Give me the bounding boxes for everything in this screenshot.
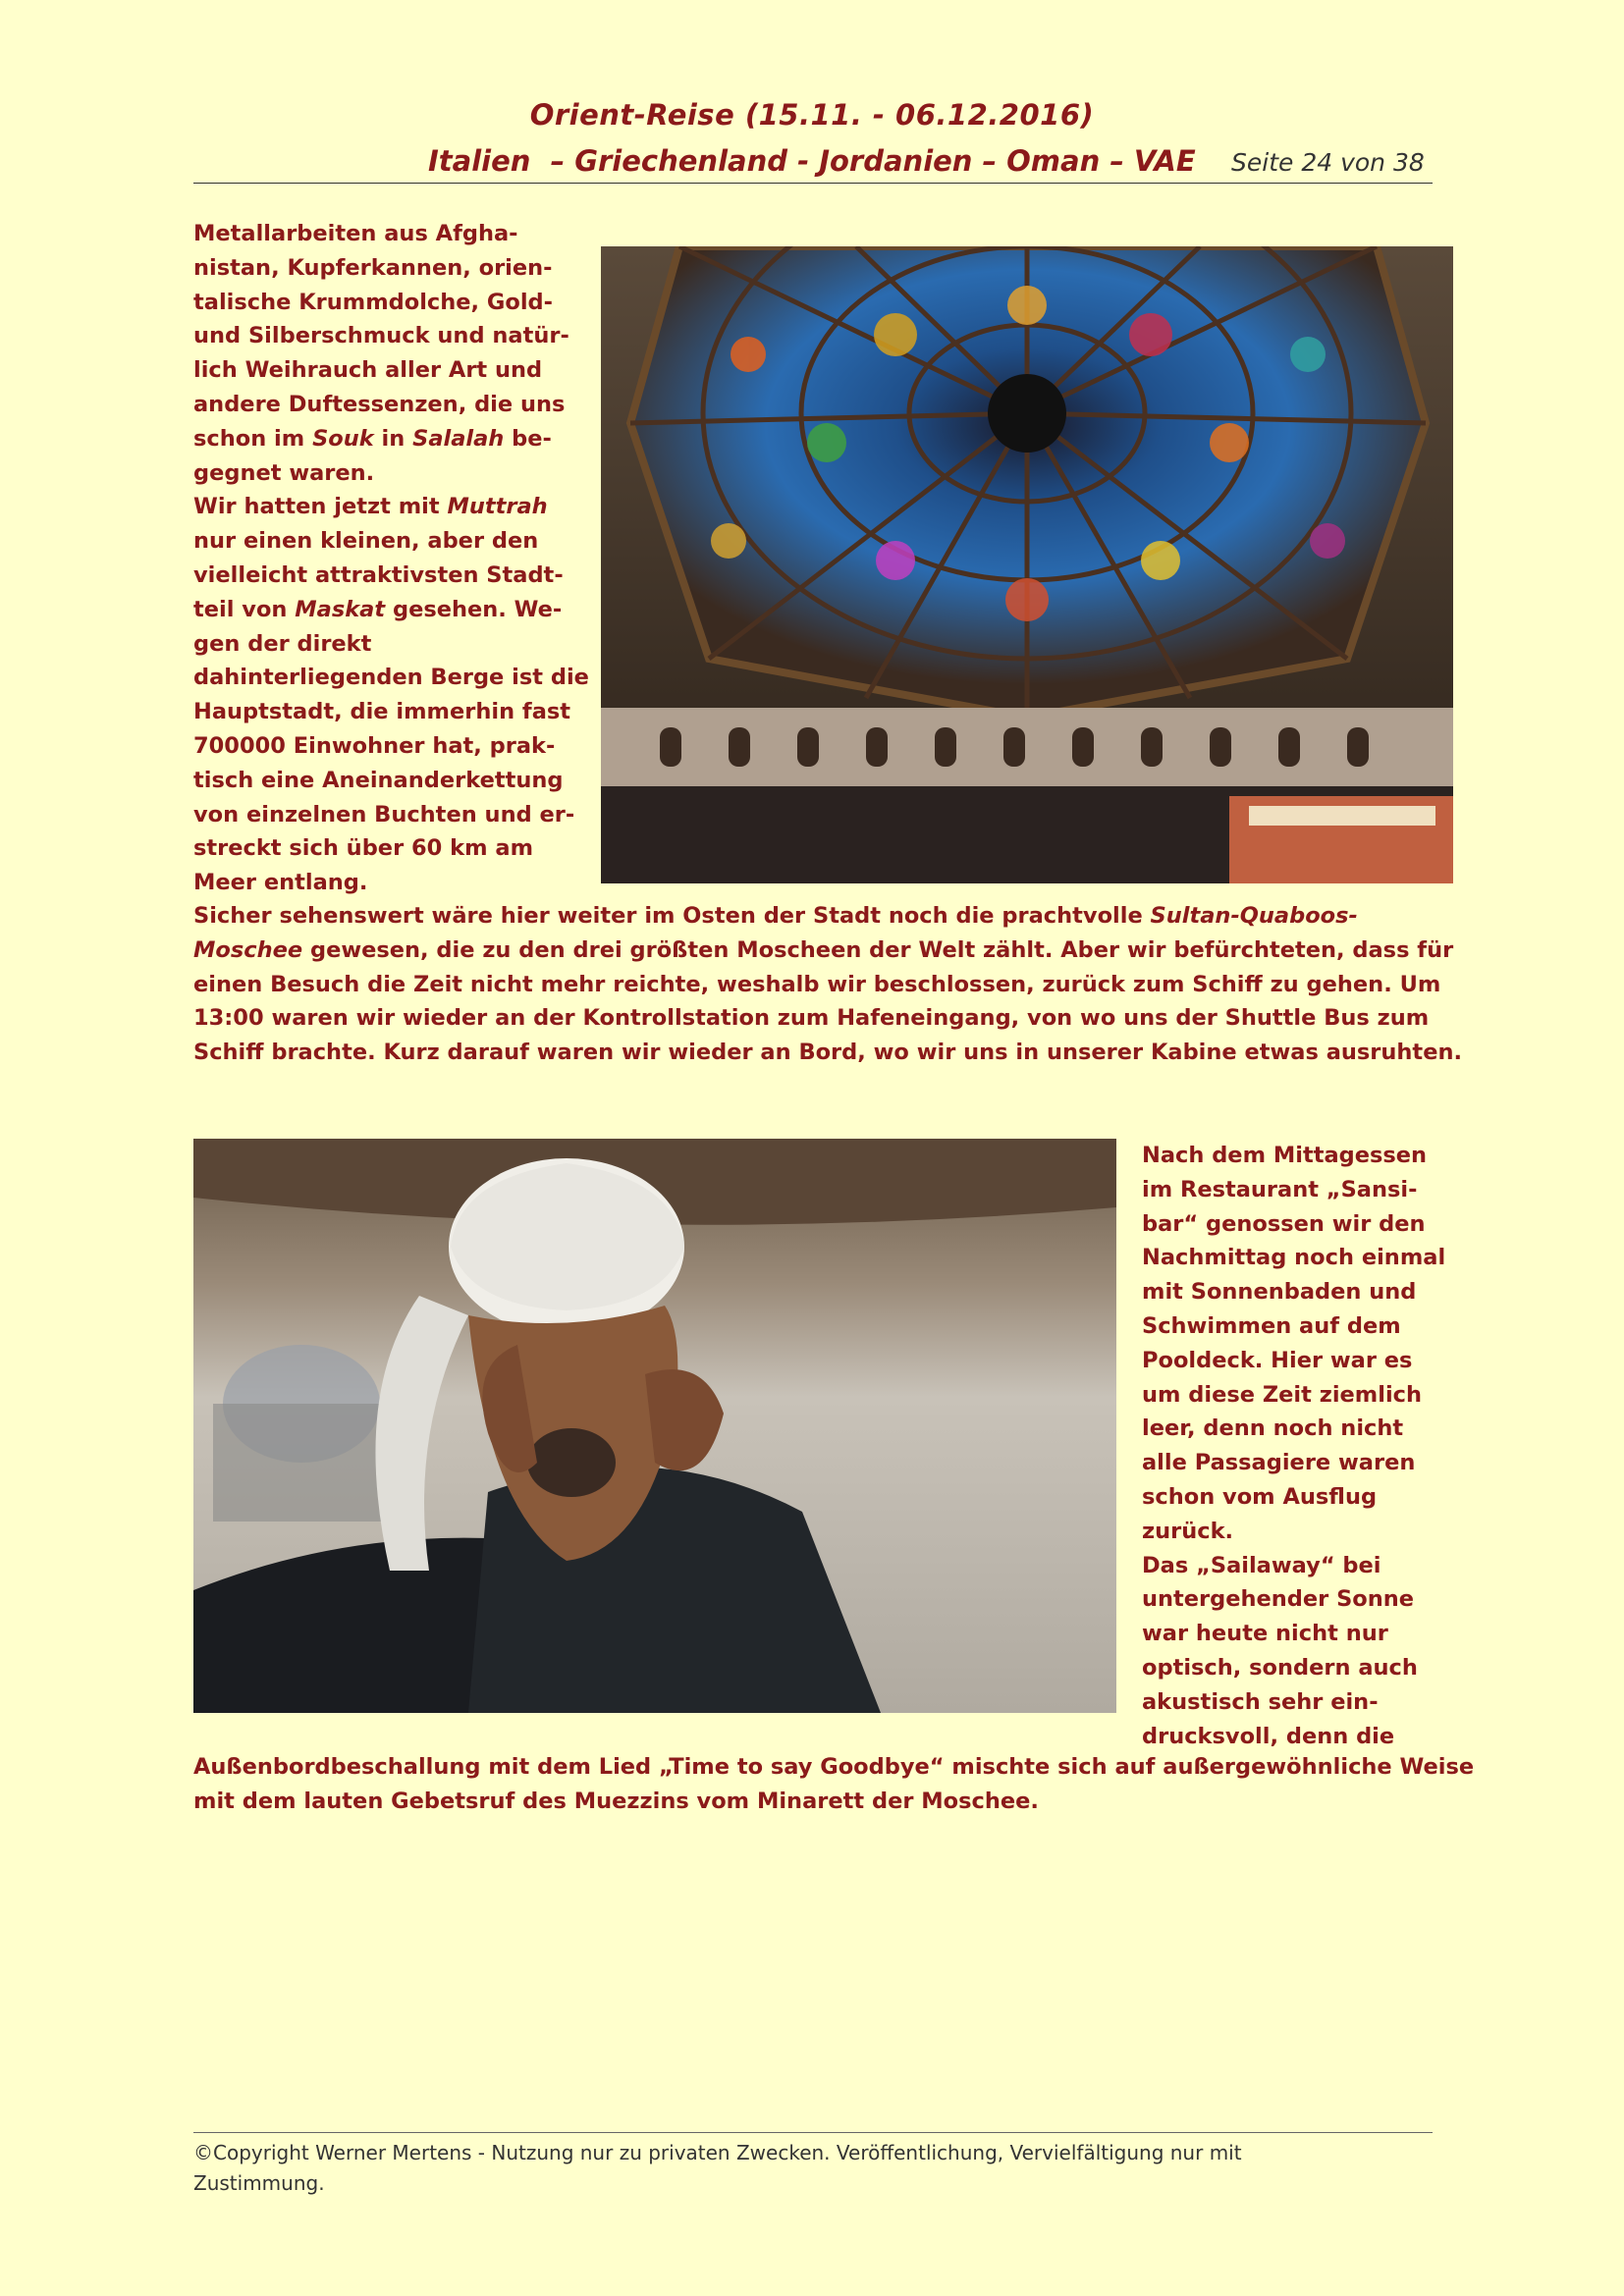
text-line: zurück.: [1142, 1518, 1234, 1544]
text-line: untergehender Sonne: [1142, 1586, 1415, 1613]
text-line: war heute nicht nur: [1142, 1621, 1388, 1647]
text-line: Schiff brachte. Kurz darauf waren wir wieder an Bord, wo wir uns in unserer Kabine etwas ausruhten.: [193, 1040, 1463, 1066]
text-line: Metallarbeiten aus Afgha-: [193, 221, 518, 246]
text-line: Pooldeck. Hier war es: [1142, 1347, 1413, 1373]
text-line: um diese Zeit ziemlich: [1142, 1381, 1423, 1408]
text-line: und Silberschmuck und natür-: [193, 323, 569, 349]
text-line: streckt sich über 60 km am: [193, 835, 534, 862]
place-souk: Souk: [312, 425, 374, 452]
footer-rule: [193, 2132, 1433, 2133]
text-block-3: [1142, 1139, 1445, 1753]
text-line: teil von Maskat gesehen. We-: [193, 596, 563, 622]
text-line: dahinterliegenden Berge ist die: [193, 665, 589, 691]
text-line: Sicher sehenswert wäre hier weiter im Osten der Stadt noch die prachtvolle Sultan-Quaboos-: [193, 903, 1358, 929]
text-line: optisch, sondern auch: [1142, 1654, 1418, 1681]
page-number: Seite 24 von 38: [1231, 148, 1425, 177]
text-line: vielleicht attraktivsten Stadt-: [193, 561, 564, 588]
text-line: Wir hatten jetzt mit Muttrah: [193, 494, 548, 520]
place-maskat: Maskat: [295, 596, 386, 622]
text-line: Meer entlang.: [193, 870, 368, 896]
text-line: drucksvoll, denn die: [1142, 1723, 1395, 1749]
muezzin-photo: [193, 1139, 1116, 1713]
text-line: Moschee gewesen, die zu den drei größten Moscheen der Welt zählt. Aber wir befürchteten, dass für: [193, 936, 1454, 963]
text-line: andere Duftessenzen, die uns: [193, 391, 566, 417]
text-line: alle Passagiere waren: [1142, 1450, 1416, 1476]
footer-line: Zustimmung.: [193, 2171, 325, 2195]
text-line: tisch eine Aneinanderkettung: [193, 767, 564, 793]
text-line: schon im Souk in Salalah be-: [193, 425, 552, 452]
text-line: mit Sonnenbaden und: [1142, 1279, 1417, 1306]
text-line: Nachmittag noch einmal: [1142, 1245, 1446, 1271]
text-line: schon vom Ausflug: [1142, 1483, 1378, 1510]
text-line: akustisch sehr ein-: [1142, 1688, 1379, 1715]
text-line: bar“ genossen wir den: [1142, 1210, 1426, 1237]
text-block-4: [193, 1750, 1474, 1819]
text-line: Das „Sailaway“ bei: [1142, 1552, 1381, 1578]
text-line: Nach dem Mittagessen: [1142, 1143, 1428, 1168]
place-salalah: Salalah: [412, 425, 505, 452]
text-line: leer, denn noch nicht: [1142, 1415, 1404, 1442]
text-block-1: [193, 217, 589, 900]
mosque-name: Sultan-Quaboos-: [1150, 903, 1358, 929]
text-line: 13:00 waren wir wieder an der Kontrollstation zum Hafeneingang, von wo uns der Shuttle Bus zum: [193, 1005, 1430, 1032]
text-line: von einzelnen Buchten und er-: [193, 801, 575, 828]
text-line: gegnet waren.: [193, 459, 375, 486]
text-line: Hauptstadt, die immerhin fast: [193, 699, 571, 725]
text-line: nistan, Kupferkannen, orien-: [193, 254, 553, 281]
text-line: mit dem lauten Gebetsruf des Muezzins vom Minarett der Moschee.: [193, 1788, 1039, 1814]
text-block-2: [193, 899, 1462, 1070]
page-title: Orient-Reise (15.11. - 06.12.2016): [529, 98, 1095, 132]
text-line: gen der direkt: [193, 630, 372, 657]
text-line: einen Besuch die Zeit nicht mehr reichte, weshalb wir beschlossen, zurück zum Schiff zu gehen. Um: [193, 971, 1441, 997]
page-subtitle: Italien – Griechenland - Jordanien – Oman – VAE: [428, 144, 1196, 178]
text-line: nur einen kleinen, aber den: [193, 528, 539, 555]
copyright-footer: [193, 2138, 1323, 2199]
text-line: lich Weihrauch aller Art und: [193, 357, 543, 384]
place-muttrah: Muttrah: [447, 494, 548, 520]
text-line: im Restaurant „Sansi-: [1142, 1176, 1418, 1202]
footer-line: ©Copyright Werner Mertens - Nutzung nur zu privaten Zwecken. Veröffentlichung, Vervielfältigung nur mit: [193, 2141, 1242, 2164]
text-line: talische Krummdolche, Gold-: [193, 289, 553, 315]
text-line: Schwimmen auf dem: [1142, 1312, 1401, 1339]
dome-stained-glass-photo: [601, 246, 1453, 883]
text-line: Außenbordbeschallung mit dem Lied „Time to say Goodbye“ mischte sich auf außergewöhnliche Weise: [193, 1754, 1475, 1780]
text-line: 700000 Einwohner hat, prak-: [193, 732, 556, 759]
mosque-name: Moschee: [193, 936, 303, 963]
